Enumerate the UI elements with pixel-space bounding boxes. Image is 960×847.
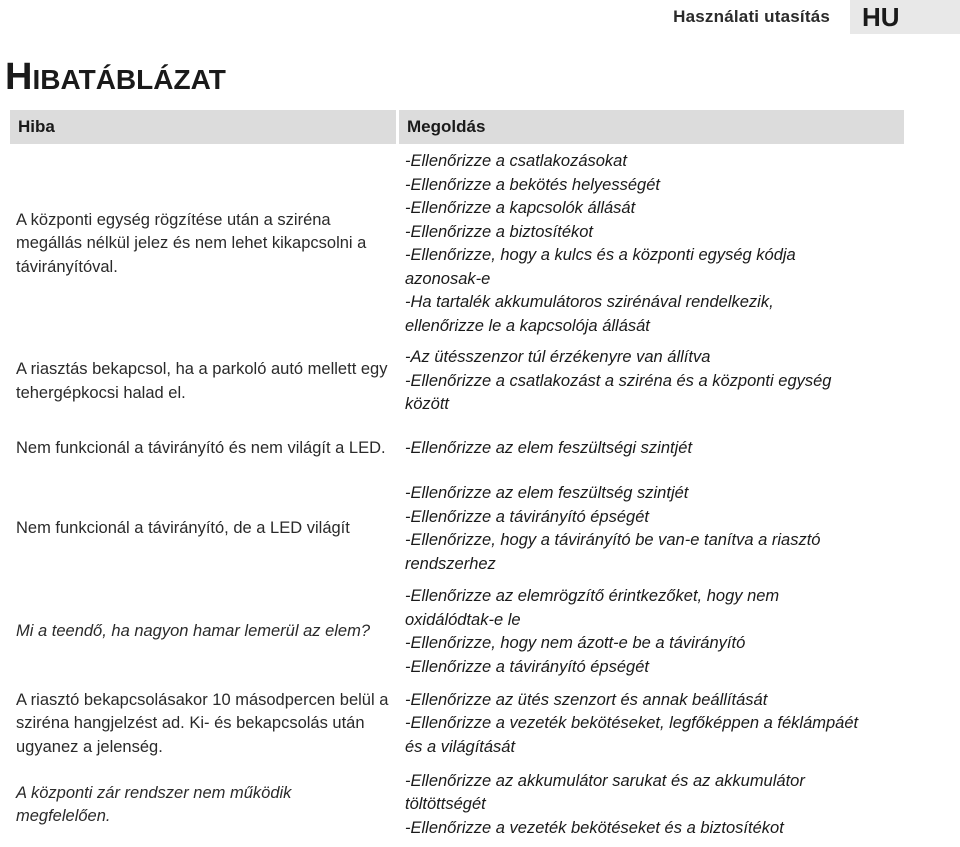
table-row [10, 147, 904, 341]
table-row [10, 479, 904, 579]
solution-line: -Ellenőrizze a vezeték bekötéseket és a biztosítékot [405, 818, 784, 837]
column-header-problem: Hiba [10, 110, 396, 144]
solution-cell [399, 766, 904, 844]
solution-cell [399, 479, 904, 579]
problem-cell: A riasztó bekapcsolásakor 10 másodpercen belül a sziréna hangjelzést ad. Ki- és bekapcsolás után ugyanez a jelenség. [16, 690, 389, 756]
column-header-solution: Megoldás [399, 110, 904, 144]
solution-line: rendszerhez [405, 554, 496, 573]
problem-cell: A riasztás bekapcsol, ha a parkoló autó mellett egy tehergépkocsi halad el. [16, 360, 388, 402]
page-title-rest: IBATÁBLÁZAT [32, 64, 226, 95]
table-row [10, 685, 904, 763]
solution-cell [399, 344, 904, 419]
solution-line: -Ellenőrizze a bekötés helyességét [405, 175, 660, 194]
solution-line: töltöttségét [405, 795, 486, 814]
solution-line: -Ellenőrizze az elem feszültség szintjét [405, 484, 689, 502]
problem-cell: A központi egység rögzítése után a sziréna megállás nélkül jelez és nem lehet kikapcsolni a távirányítóval. [16, 210, 367, 276]
page-title-initial: H [5, 56, 33, 98]
solution-line: -Az ütésszenzor túl érzékenyre van állítva [405, 348, 711, 367]
solution-cell [399, 147, 904, 341]
language-badge: HU [850, 0, 960, 34]
fault-table [7, 107, 907, 847]
problem-cell: Nem funkcionál a távirányító, de a LED világít [16, 519, 350, 538]
solution-line: -Ellenőrizze az elem feszültségi szintjét [405, 439, 693, 458]
page-header [673, 0, 960, 34]
solution-line: -Ellenőrizze a csatlakozásokat [405, 152, 627, 170]
solution-line: ellenőrizze le a kapcsolója állását [405, 316, 650, 335]
table-row [10, 582, 904, 682]
solution-line: -Ellenőrizze a vezeték bekötéseket, legfőképpen a féklámpáét [405, 714, 859, 733]
manual-title: Használati utasítás [673, 7, 830, 26]
solution-cell [399, 582, 904, 682]
solution-line: -Ha tartalék akkumulátoros szirénával rendelkezik, [405, 293, 774, 311]
table-header-row [10, 110, 904, 144]
solution-line: -Ellenőrizze a kapcsolók állását [405, 199, 636, 217]
solution-line: -Ellenőrizze, hogy nem ázott-e be a távirányító [405, 634, 746, 652]
solution-line: -Ellenőrizze, hogy a távirányító be van-e tanítva a riasztó [405, 531, 821, 549]
solution-line: azonosak-e [405, 269, 491, 288]
solution-line: és a világítását [405, 737, 516, 756]
solution-line: -Ellenőrizze az akkumulátor sarukat és az akkumulátor [405, 771, 805, 790]
solution-cell [399, 422, 904, 476]
solution-line: -Ellenőrizze a csatlakozást a sziréna és a központi egység [405, 371, 832, 390]
solution-line: -Ellenőrizze az ütés szenzort és annak beállítását [405, 690, 768, 709]
solution-cell [399, 685, 904, 763]
solution-line: oxidálódtak-e le [405, 610, 521, 629]
problem-cell: Nem funkcionál a távirányító és nem világít a LED. [16, 439, 386, 458]
solution-line: -Ellenőrizze a távirányító épségét [405, 507, 649, 526]
solution-line: -Ellenőrizze a biztosítékot [405, 222, 594, 241]
table-row [10, 344, 904, 419]
problem-cell: A központi zár rendszer nem működik megfelelően. [16, 783, 292, 825]
table-row [10, 422, 904, 476]
solution-line: -Ellenőrizze az elemrögzítő érintkezőket, hogy nem [405, 587, 780, 605]
table-row [10, 766, 904, 844]
solution-line: -Ellenőrizze a távirányító épségét [405, 657, 649, 676]
problem-cell: Mi a teendő, ha nagyon hamar lemerül az elem? [16, 622, 371, 641]
page-title [5, 58, 226, 96]
solution-line: között [405, 395, 450, 414]
solution-line: -Ellenőrizze, hogy a kulcs és a központi egység kódja [405, 246, 796, 264]
